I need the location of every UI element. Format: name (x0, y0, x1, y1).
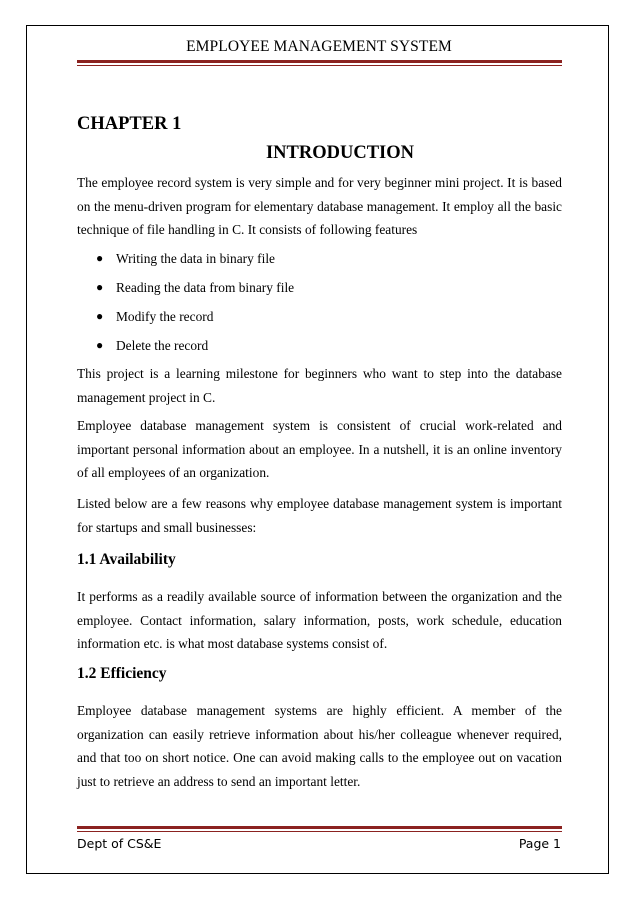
chapter-label: CHAPTER 1 (77, 114, 182, 134)
list-item (77, 276, 562, 305)
section-body-efficiency: Employee database management systems are highly efficient. A member of the organization can easily retrieve information about his/her colleague whenever required, and that too on short notice. One can avoid making calls to the employee out on vacation just to retrieve an address to send an important letter. (77, 703, 562, 789)
footer-rule-thin (77, 831, 562, 832)
section-body-availability: It performs as a readily available source of information between the organization and the employee. Contact information, salary information, posts, work schedule, education information etc. is what most database systems consist of. (77, 589, 562, 651)
section-heading-availability: 1.1 Availability (77, 551, 176, 568)
feature-text: Modify the record (116, 309, 214, 324)
header-rule-thin (77, 65, 562, 66)
list-item (77, 247, 562, 276)
section-heading-efficiency: 1.2 Efficiency (77, 665, 167, 682)
milestone-paragraph: This project is a learning milestone for beginners who want to step into the database management project in C. (77, 366, 562, 405)
feature-text: Delete the record (116, 338, 209, 353)
bullet-icon: ● (96, 251, 104, 265)
bullet-icon: ● (96, 280, 104, 294)
features-list (77, 247, 562, 363)
bullet-icon: ● (96, 338, 104, 352)
footer-rule-thick (77, 826, 562, 829)
list-item (77, 305, 562, 334)
feature-text: Writing the data in binary file (116, 251, 275, 266)
reasons-paragraph: Listed below are a few reasons why employee database management system is important for startups and small businesses: (77, 496, 562, 535)
footer-page-number: Page 1 (518, 836, 561, 851)
chapter-title: INTRODUCTION (265, 143, 415, 163)
feature-text: Reading the data from binary file (116, 280, 295, 295)
footer-dept: Dept of CS&E (77, 836, 162, 851)
bullet-icon: ● (96, 309, 104, 323)
list-item (77, 334, 562, 363)
intro-paragraph: The employee record system is very simple and for very beginner mini project. It is based on the menu-driven program for elementary database management. It employ all the basic technique of file handling in C. It consists of following features (77, 175, 562, 237)
header-rule-thick (77, 60, 562, 63)
header-title: EMPLOYEE MANAGEMENT SYSTEM (186, 38, 452, 55)
consistent-paragraph: Employee database management system is consistent of crucial work-related and important personal information about an employee. In a nutshell, it is an online inventory of all employees of an organization. (77, 418, 562, 480)
